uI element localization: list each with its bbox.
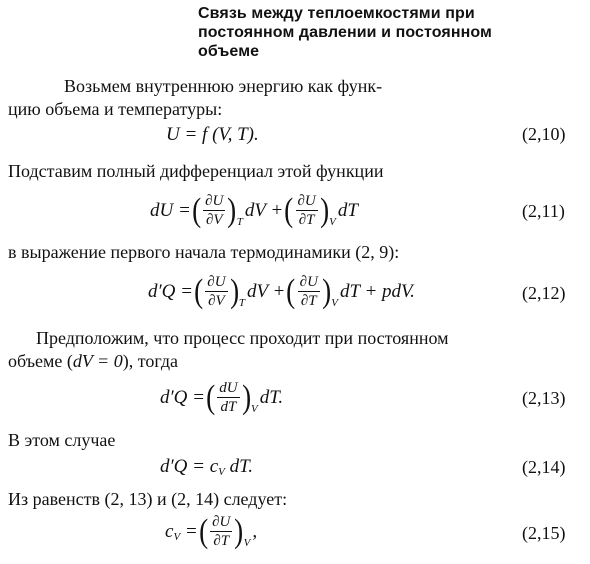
heading-line-3: объеме: [198, 43, 260, 60]
left-paren: (: [191, 191, 201, 229]
right-paren: ): [322, 272, 332, 310]
eq10-rhs: = f (V, T).: [184, 124, 259, 145]
numerator: ∂U: [297, 193, 316, 209]
equation-number-2-11: (2,11): [522, 201, 565, 221]
denominator: ∂V: [208, 293, 225, 309]
section-heading: [198, 4, 538, 61]
subscript: V: [250, 402, 258, 415]
left-paren: (: [286, 272, 296, 310]
subscript: T: [238, 296, 245, 309]
left-paren: (: [198, 512, 208, 550]
denominator: ∂V: [205, 212, 223, 228]
paragraph-5: В этом случае: [8, 430, 116, 450]
eq12-fraction-2: [298, 274, 320, 309]
subscript: V: [218, 466, 225, 478]
equation-2-11: [150, 193, 358, 228]
eq11-lhs: dU =: [150, 199, 191, 221]
paragraph-4-post: ), тогда: [122, 351, 178, 371]
equation-number-2-14: (2,14): [522, 457, 566, 477]
right-paren: ): [229, 272, 239, 310]
equation-number-2-12: (2,12): [522, 283, 566, 303]
equation-number-2-15: (2,15): [522, 523, 566, 543]
eq15-fraction: [210, 514, 232, 549]
eq15-lhs: c: [165, 520, 174, 542]
eq12-tail: dT + pdV.: [339, 280, 415, 302]
equation-number-2-10: (2,10): [522, 124, 566, 144]
eq13-lhs: d′Q =: [160, 386, 205, 408]
left-paren: (: [206, 378, 216, 416]
eq12-lhs: d′Q =: [148, 280, 193, 302]
eq14-tail: dT.: [229, 456, 254, 477]
subscript: V: [329, 215, 336, 228]
paragraph-4-pre: объеме (: [8, 351, 73, 371]
denominator: ∂T: [300, 293, 317, 309]
left-paren: (: [194, 272, 204, 310]
numerator: dU: [219, 380, 238, 396]
eq11-fraction-1: [203, 193, 225, 228]
eq13-tail: dT.: [259, 386, 284, 408]
eq15-tail: ,: [252, 520, 258, 542]
equation-2-10: [166, 123, 259, 147]
right-paren: ): [241, 378, 251, 416]
eq11-tail: dT: [337, 199, 358, 221]
subscript: V: [173, 530, 181, 543]
equation-2-13: [160, 380, 283, 415]
equation-2-15: [165, 514, 257, 549]
denominator: ∂T: [298, 212, 315, 228]
denominator: ∂T: [213, 533, 230, 549]
paragraph-1-line-1: Возьмем внутреннюю энергию как функ-: [64, 76, 383, 96]
numerator: ∂U: [207, 274, 226, 290]
inline-math: dV = 0: [72, 351, 123, 371]
numerator: ∂U: [205, 193, 224, 209]
eq15-equals: =: [184, 520, 198, 542]
equation-2-14: [160, 455, 253, 479]
paragraph-4-line-2: [8, 350, 178, 372]
subscript: T: [236, 215, 243, 228]
equation-number-2-13: (2,13): [522, 388, 566, 408]
eq11-fraction-2: [296, 193, 318, 228]
paragraph-1-line-2: цию объема и температуры:: [8, 99, 223, 119]
paragraph-6: Из равенств (2, 13) и (2, 14) следует:: [8, 489, 288, 509]
paragraph-2: Подставим полный дифференциал этой функции: [8, 161, 384, 181]
eq14-lhs: d′Q = c: [160, 456, 219, 477]
right-paren: ): [319, 191, 329, 229]
eq12-fraction-1: [205, 274, 227, 309]
eq13-fraction: [217, 380, 239, 415]
heading-line-1: Связь между теплоемкостями при: [198, 5, 475, 22]
numerator: ∂U: [212, 514, 231, 530]
heading-line-2: постоянном давлении и постоянном: [198, 24, 492, 41]
subscript: V: [331, 296, 338, 309]
subscript: V: [243, 536, 251, 549]
eq10-lhs: U: [166, 124, 180, 145]
equation-2-12: [148, 274, 415, 309]
right-paren: ): [234, 512, 244, 550]
right-paren: ): [227, 191, 237, 229]
paragraph-3: в выражение первого начала термодинамики (2, 9):: [8, 242, 400, 262]
denominator: dT: [220, 399, 237, 415]
eq11-mid: dV +: [244, 199, 284, 221]
paragraph-4-line-1: Предположим, что процесс проходит при постоянном: [36, 328, 449, 348]
numerator: ∂U: [299, 274, 318, 290]
left-paren: (: [284, 191, 294, 229]
eq12-mid: dV +: [246, 280, 286, 302]
